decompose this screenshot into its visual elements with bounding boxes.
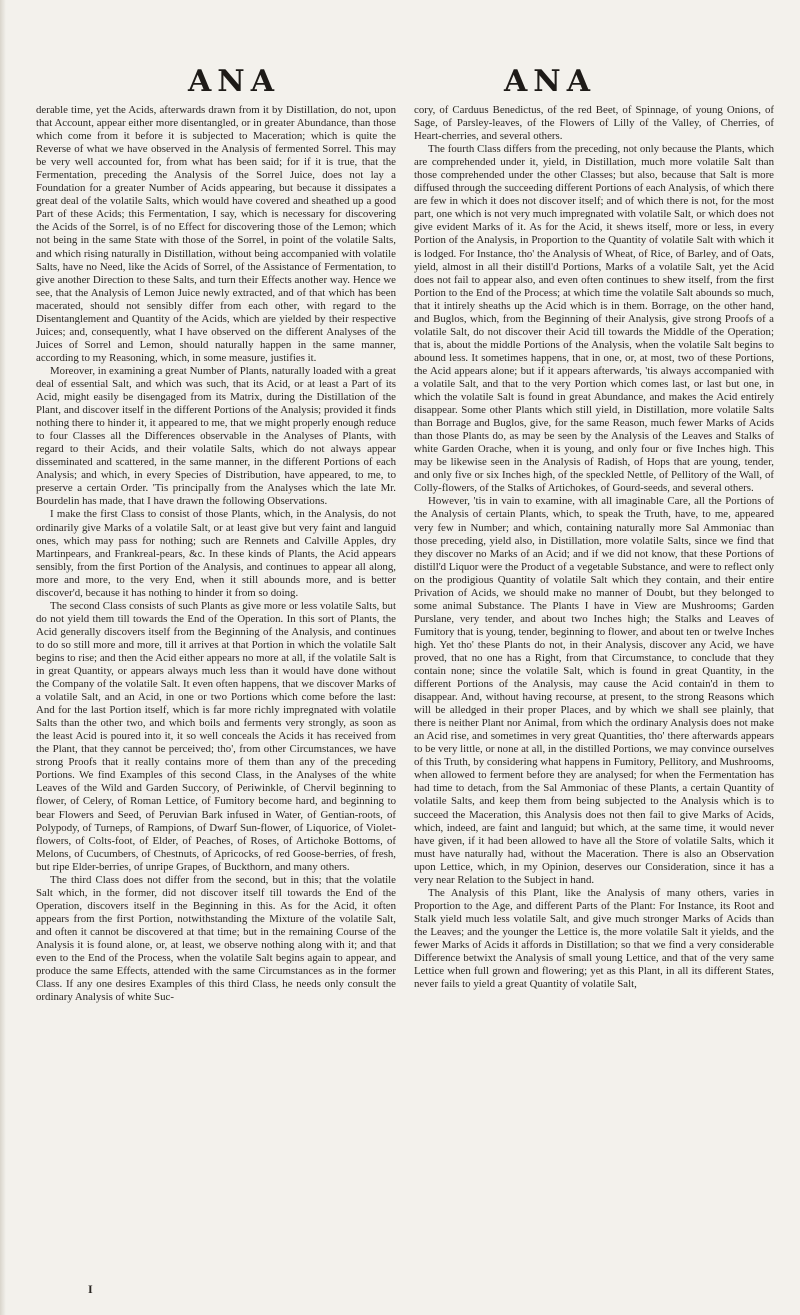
left-paragraph-2: Moreover, in examining a great Number of Plants, naturally loaded with a great deal of essential Salt, and which was such, that its Acid, or at least a Part of its Acid, might easily be disengaged from its Matrix, during the Distillation of the Plant, and discover itself in the different Portions of the Analysis; provided it finds nothing there to hinder it, it appeared to me, that we might properly enough reduce to four Classes all the Differences observable in the Analyses of Plants, with regard to their Acids, and their volatile Salts, which do not always appear disseminated and scattered, in the same manner, in the different Portions of each Analysis; and which, in every Species of Distribution, have appeared, to me, to preserve a certain Order. 'Tis principally from the Analyses which the late Mr. Bourdelin has made, that I have drawn the following Observations. bbox=[36, 364, 396, 508]
left-paragraph-5: The third Class does not differ from the second, but in this; that the volatile Salt which, in the former, did not discover itself till towards the End of the Operation, discovers itself in the Beginning in this. As for the Acid, it often appears from the first Portion, notwithstanding the Mixture of the volatile Salt, and often it cannot be discovered at that time; but in the remaining Course of the Analysis it is found alone, or, at least, we observe nothing along with it; and that even to the End of the Process, when the volatile Salt begins again to appear, and produce the same Effects, attended with the same Circumstances as in the former Class. If any one desires Examples of this third Class, he needs only consult the ordinary Analysis of white Suc- bbox=[36, 873, 396, 1004]
right-paragraph-2: The fourth Class differs from the preceding, not only because the Plants, which are comprehended under it, yield, in Distillation, much more volatile Salt than those comprehended under the other Classes; but also, because that Salt is more diffused through the succeeding different Portions of each Analysis, of which there are few in which it does not discover itself; and of which there is not, for the most part, one which is not very much impregnated with volatile Salt, or which does not give evident Marks of it. As for the Acid, it shews itself, more or less, in every Portion of the Analysis, in Proportion to the Quantity of volatile Salt with which it is lodged. For Instance, tho' the Analysis of Wheat, of Rice, of Barley, and of Oats, yield, almost in all their distill'd Portions, Marks of a volatile Salt, yet the Acid does not fail to appear also, and even often continues to shew itself, from the first Portion to the End of the Process; at which time the volatile Salt abounds so much, that it intirely sheaths up the Acid which is in them. Borrage, on the other hand, and Buglos, which, from the Beginning of their Analysis, give strong Proofs of a volatile Salt, do not discover their Acid till towards the Middle of the Operation; that is, about the middle Portions of the Analysis, when the volatile Salt begins to abound less. It sometimes happens, that in one, or, at most, two of these Portions, the Acid appears alone; but if it appears afterwards, 'tis always accompanied with a volatile Salt, and that to the very Portion which comes last, or last but one, in which the volatile Salt is found in great Abundance, and makes the Acid entirely disappear. Some other Plants which still yield, in Distillation, more volatile Salts than Borrage and Buglos, give, for the same Reason, much fewer Marks of Acids than those Plants do, as may be seen by the Analysis of the Leaves and Stalks of white Garden Orache, when it is young, and only four or five Inches high. This may be likewise seen in the Analysis of Radish, of Hops that are young, tender, and only five or six Inches high, of the speckled Nettle, of Pellitory of the Wall, of Colly-flowers, of the Stalks of Artichokes, of Gourd-seeds, and several others. bbox=[414, 143, 774, 495]
binding-shadow bbox=[0, 0, 6, 1315]
left-column bbox=[36, 104, 396, 1256]
right-column bbox=[414, 104, 774, 1256]
text-columns bbox=[36, 104, 774, 1256]
left-paragraph-4: The second Class consists of such Plants as give more or less volatile Salts, but do not yield them till towards the End of the Operation. In this sort of Plants, the Acid generally discovers itself from the Beginning of the Analysis, and continues to do so still more and more, till it arrives at that Portion in which the volatile Salt begins to rise; and then the Acid either appears no more at all, if the volatile Salt is in great Quantity, or appears always much less than it would have done without the Company of the volatile Salt. It even often happens, that we discover Marks of a volatile Salt, and an Acid, in one or two Portions which come before the last: And for the last Portion itself, which is far more richly impregnated with volatile Salts than the other two, and which boils and ferments very strongly, as soon as the least Acid is poured into it, it so well conceals the Acids it has received from the Plant, that they cannot be perceived; tho', from other Circumstances, we have strong Proofs that it really contains more of them than any of the preceding Portions. We find Examples of this second Class, in the Analyses of the white Leaves of the Wild and Garden Succory, of Periwinkle, of Chervil beginning to flower, of Celery, of Roman Lettice, of Fumitory become hard, and beginning to bear Flowers and Seed, of Peruvian Bark infused in Water, of Gentian-roots, of Polypody, of Turneps, of Rampions, of Dwarf Sun-flower, of Liquorice, of Violet-flowers, of Colts-foot, of Elder, of Peaches, of Roses, of Artichoke Bottoms, of Melons, of Cucumbers, of Chestnuts, of Apricocks, of red Goose-berries, of fresh, but ripe Elder-berries, of unripe Grapes, of Buckthorn, and many others. bbox=[36, 599, 396, 873]
right-paragraph-4: The Analysis of this Plant, like the Analysis of many others, varies in Proportion to the Age, and different Parts of the Plant: For Instance, its Root and Stalk yield much less volatile Salt, and give much stronger Marks of Acids than the Leaves; and the younger the Lettice is, the more volatile Salt it yields, and the fewer Marks of Acids it affords in Distillation; so that we find a very considerable Difference betwixt the Analysis of small young Lettice, and that of the very same Lettice when full grown and flowering; yet as this Plant, in all its different States, never fails to yield a great Quantity of volatile Salt, bbox=[414, 886, 774, 991]
left-paragraph-3: I make the first Class to consist of those Plants, which, in the Analysis, do not ordinarily give Marks of a volatile Salt, or at least give but very faint and languid ones, which may pass for nothing; such are Rennets and Calville Apples, dry Martinpears, and Frankreal-pears, &c. In these kinds of Plants, the Acid appears sensibly, from the first Portion of the Analysis, and continues to appear all along, more and more, to the very End, when it still abounds more, and is better discover'd, because it has nothing to hinder it from so doing. bbox=[36, 508, 396, 599]
running-head-right: ANA bbox=[504, 64, 596, 99]
right-paragraph-1: cory, of Carduus Benedictus, of the red Beet, of Spinnage, of young Onions, of Sage, of Parsley-leaves, of the Flowers of Lilly of the Valley, of Cherries, of Heart-cherries, and several others. bbox=[414, 104, 774, 143]
running-header bbox=[36, 64, 774, 104]
left-paragraph-1: derable time, yet the Acids, afterwards drawn from it by Distillation, do not, upon that Account, appear either more disentangled, or in greater Abundance, than those which come from it before it is subjected to Maceration; which is quite the Reverse of what we have observed in the Analysis of fermented Sorrel. This may be very well accounted for, from what has been said; for if it is true, that the Fermentation, preceding the Analysis of the Sorrel Juice, does not lay a Foundation for a greater Number of Acids appearing, but because it dissipates a great deal of the volatile Salts, which would have covered and sheathed up a good Part of these Acids; this Fermentation, I say, which is necessary for discovering the Acids of the Sorrel, is of no Effect for discovering those of the Lemon; which not being in the same State with those of the Sorrel, in point of the volatile Salts, and which rising naturally in Distillation, without being accompanied with volatile Salts, have no Need, like the Acids of Sorrel, of the Assistance of Fermentation, to give another Direction to these Salts, and turn their Effects another way. Hence we see, that the Analysis of Lemon Juice newly extracted, and of that which has been macerated, should not sensibly differ from each other, with regard to the Disentanglement and Quantity of the Acids, which are yielded by their respective Juices; and, consequently, what I have observed on the different Analyses of the Juices of Sorrel and Lemon, should naturally happen in the same manner, according to my Reasoning, which, in some measure, justifies it. bbox=[36, 104, 396, 364]
running-head-left: ANA bbox=[188, 64, 280, 99]
right-paragraph-3: However, 'tis in vain to examine, with all imaginable Care, all the Portions of the Analysis of certain Plants, which, to speak the Truth, have, to me, appeared very few in Number; and which, containing naturally more Sal Ammoniac than those preceding, yield also, in Distillation, more volatile Salts, since we find that they discover no Marks of an Acid; and if we did not know, that these Portions of distill'd Liquor were the Product of a vegetable Substance, and were to reflect only on the prodigious Quantity of volatile Salt which they contain, and their entire Privation of Acids, we should make no manner of Doubt, but they belonged to some animal Substance. The Plants I have in View are Mushrooms; Garden Purslane, very tender, and about two Inches high; the Stalks and Leaves of Fumitory that is young, tender, beginning to flower, and about ten or twelve Inches high. Yet tho' these Plants do not, in their Analysis, discover any Acid, we have proved, that no one has a Right, from that Circumstance, to conclude that they contain none; since the volatile Salt, which is found in great Quantity, in the different Portions of the Analysis, may cause the Acid contain'd in them to disappear. And, without having recourse, at present, to the strong Reasons which will be alledged in their proper Places, and by which we shall see plainly, that there is neither Plant nor Animal, from which the ordinary Analysis does not make an Acid rise, and sometimes in very great Quantities, tho' there afterwards appears to be very little, or none at all, in the distilled Portions, we may convince ourselves of this Truth, by considering what happens in Fumitory, Pellitory, and Mushrooms, when allowed to ferment before they are analysed; for when the Fermentation has had time to detach, from the Sal Ammoniac of these Plants, a certain Quantity of volatile Salts, and keep them from being subjected to the Analysis which is to succeed the Maceration, this Analysis does not then fail to give Marks of Acids, which, indeed, are faint and languid; but which, at the same time, it would never have given, if it had been allowed to have all the Store of volatile Salts, which it must have naturally had, without the Maceration. There is also an Observation upon Lettice, which, in my Opinion, deserves our Consideration, since it has a very near Relation to the Subject in hand. bbox=[414, 495, 774, 886]
signature-mark: I bbox=[88, 1282, 93, 1296]
